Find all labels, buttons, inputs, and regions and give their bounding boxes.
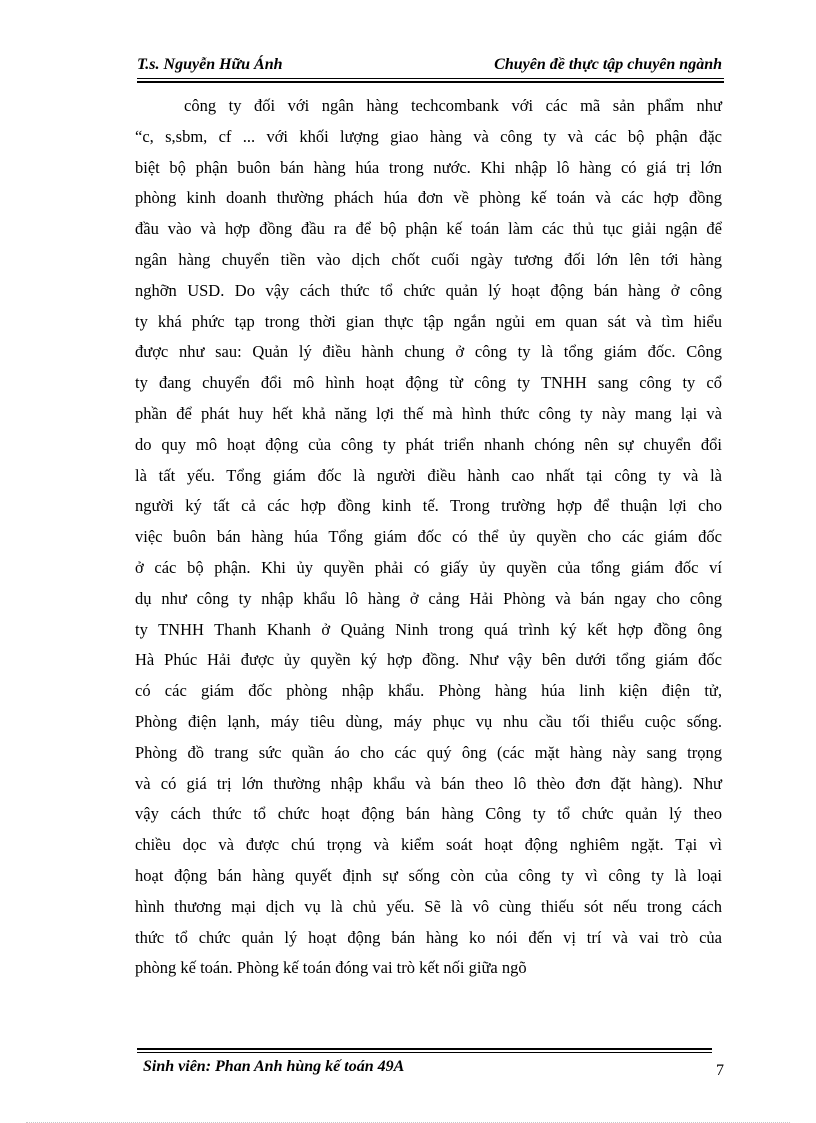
text-line: ở các bộ phận. Khi ủy quyền phải có giấy ủy quyền của tổng giám đốc ví: [135, 557, 722, 577]
text-line: phòng kế toán. Phòng kế toán đóng vai trò kết nối giữa ngõ: [135, 958, 527, 978]
text-line: người ký tất cả các hợp đồng kinh tế. Trong trường hợp để thuận lợi cho: [135, 496, 722, 516]
text-line: Hà Phúc Hải được ủy quyền ký hợp đồng. Như vậy bên dưới tổng giám đốc: [135, 650, 722, 670]
text-line: có các giám đốc phòng nhập khẩu. Phòng hàng húa linh kiện điện tử,: [135, 681, 722, 701]
header-title: Chuyên đề thực tập chuyên ngành: [494, 56, 722, 73]
text-line: công ty đối với ngân hàng techcombank với các mã sản phẩm như: [184, 96, 722, 115]
header-rule-thick: [137, 81, 724, 83]
text-line: được như sau: Quản lý điều hành chung ở công ty là tổng giám đốc. Công: [135, 342, 722, 362]
text-line: phần để phát huy hết khả năng lợi thế mà hình thức công ty này mang lại và: [135, 403, 722, 423]
text-line: hoạt động bán hàng quyết định sự sống còn của công ty vì công ty là loại: [135, 865, 722, 885]
page-number: 7: [716, 1062, 724, 1079]
text-line: đầu vào và hợp đồng đầu ra để bộ phận kế toán làm các thủ tục giải ngận để: [135, 219, 722, 239]
text-line: hình thương mại dịch vụ là chủ yếu. Sẽ là vô cùng thiếu sót nếu trong cách: [135, 896, 722, 916]
text-line: vậy cách thức tổ chức hoạt động bán hàng Công ty tổ chức quản lý theo: [135, 804, 722, 824]
text-line: nghỡn USD. Do vậy cách thức tổ chức quản lý hoạt động bán hàng ở công: [135, 280, 722, 300]
text-line: chiều dọc và được chú trọng và kiểm soát hoạt động nghiêm ngặt. Tại vì: [135, 835, 722, 855]
header-author: T.s. Nguyễn Hữu Ánh: [137, 56, 283, 73]
text-line: ty đang chuyển đổi mô hình hoạt động từ công ty TNHH sang công ty cổ: [135, 373, 722, 393]
text-line: là tất yếu. Tổng giám đốc là người điều hành cao nhất tại công ty và là: [135, 465, 722, 485]
footer-rule-thick: [137, 1048, 712, 1050]
text-line: phòng kinh doanh thường phách húa đơn về phòng kế toán và các hợp đồng: [135, 188, 722, 208]
page-footer: [137, 1048, 724, 1088]
text-line: việc buôn bán hàng húa Tổng giám đốc có thể ủy quyền cho các giám đốc: [135, 527, 722, 547]
text-line: “c, s,sbm, cf ... với khối lượng giao hàng và công ty và các bộ phận đặc: [135, 126, 722, 146]
text-line: dụ như công ty nhập khẩu lô hàng ở cảng Hải Phòng và bán ngay cho công: [135, 588, 722, 608]
footer-student: Sinh viên: Phan Anh hùng kế toán 49A: [143, 1058, 405, 1075]
text-line: và có giá trị lớn thường nhập khẩu và bán theo lô thèo đơn đặt hàng). Như: [135, 773, 722, 793]
footer-rule: [137, 1052, 712, 1053]
text-line: ty khá phức tạp trong thời gian thực tập ngắn ngủi em quan sát và tìm hiểu: [135, 311, 722, 331]
text-line: thức tổ chức quản lý hoạt động bán hàng ko nói đến vị trí và vai trò của: [135, 927, 722, 947]
header-rule: [137, 78, 724, 79]
text-line: ngân hàng chuyển tiền vào dịch chốt cuối ngày tương đối lớn lên tới hàng: [135, 249, 722, 269]
text-line: do quy mô hoạt động của công ty phát triển nhanh chóng nên sự chuyển đổi: [135, 434, 722, 454]
text-line: ty TNHH Thanh Khanh ở Quảng Ninh trong quá trình ký kết hợp đồng ông: [135, 619, 722, 639]
text-line: biệt bộ phận buôn bán hàng húa trong nước. Khi nhập lô hàng có giá trị lớn: [135, 157, 722, 177]
text-line: Phòng đồ trang sức quần áo cho các quý ông (các mặt hàng này sang trọng: [135, 742, 722, 762]
page-header: [137, 56, 724, 82]
text-line: Phòng điện lạnh, máy tiêu dùng, máy phục vụ nhu cầu tối thiểu cuộc sống.: [135, 711, 722, 731]
body-paragraph: [135, 91, 722, 984]
